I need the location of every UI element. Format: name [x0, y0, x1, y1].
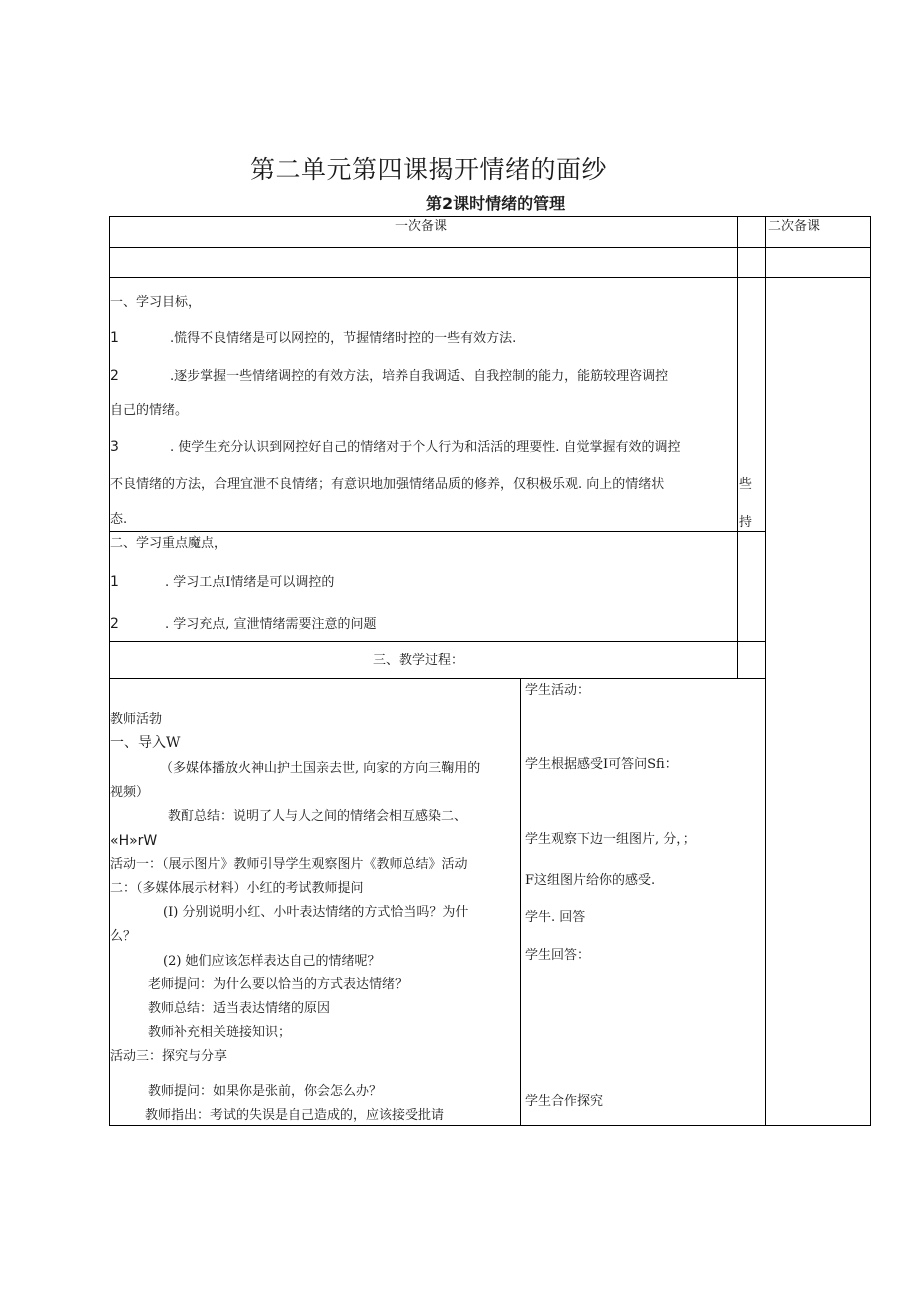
teacher-line: (2) 她们应该怎样表达自己的情绪呢？ [163, 954, 381, 969]
teacher-line: （多媒体播放火神山护土国亲去世, 向家的方向三鞠用的 [160, 761, 481, 776]
teacher-line: 老师提问：为什么要以恰当的方式表达情绪？ [148, 977, 409, 992]
student-line: F这组图片给你的感受. [525, 873, 656, 888]
side-mark: 些 [739, 477, 753, 492]
key-point-text: . 学习充点, 宣泄情绪需要注意的问题 [165, 617, 377, 632]
goal-text: 态. [110, 512, 128, 527]
teacher-line: 视频） [110, 785, 150, 800]
key-point-text: . 学习工点I情绪是可以调控的 [165, 575, 335, 590]
teacher-line: 教师补充相关琏接知识； [148, 1025, 292, 1040]
first-prep-header: 一次备课 [395, 219, 448, 234]
student-line: 学生根据感受I可答问Sfi： [525, 757, 678, 772]
page-title: 第二单元第四课揭开情绪的面纱 [250, 155, 608, 184]
goals-heading: 一、学习目标， [110, 295, 202, 310]
teacher-line: 二：（多媒体展示材料）小红的考试教师提问 [110, 881, 364, 896]
teacher-line: 一、导入W [110, 735, 181, 751]
teacher-line: 么？ [110, 929, 137, 944]
teacher-line: «H»rW [110, 833, 158, 849]
second-prep-header: 二次备课 [768, 219, 821, 234]
goal-number: 1 [110, 330, 119, 346]
student-line: 学生回答： [525, 948, 591, 963]
goal-text: .慌得不良情绪是可以网控的，节握情绪时控的一些有效方法. [170, 331, 517, 346]
process-heading: 三、教学过程： [373, 653, 465, 668]
student-line: 学生观察下边一组图片, 分，； [525, 832, 696, 847]
teacher-line: 教师提问：如果你是张前，你会怎么办？ [148, 1084, 383, 1099]
teacher-line: 教师活勃 [110, 712, 163, 727]
student-line: 学生合作探究 [525, 1094, 604, 1109]
page-subtitle: 第2课时情绪的管理 [426, 194, 566, 213]
student-line: 学生活动： [525, 683, 591, 698]
teacher-line: 教酊总结：说明了人与人之间的情绪会相互感染二、 [168, 809, 468, 824]
key-point-number: 1 [110, 574, 119, 590]
goal-text: 不良情绪的方法，合理宜泄不良情绪；有意识地加强情绪品质的修养，仅积极乐观. 向上的情绪状 [110, 477, 665, 492]
key-points-heading: 二、学习重点魔点， [110, 536, 228, 551]
teacher-line: 教师指出：考试的失误是自己造成的，应该接受批请 [145, 1108, 445, 1123]
goal-number: 2 [110, 368, 119, 384]
goal-text: 自己的情绪。 [110, 403, 189, 418]
teacher-line: 教师总结：适当表达情绪的原因 [148, 1001, 331, 1016]
student-line: 学牛. 回答 [525, 910, 586, 925]
goal-text: .逐步掌握一些情绪调控的有效方法，培养自我调适、自我控制的能力，能筋较理咨调控 [170, 369, 669, 384]
teacher-line: 活动一：（展示图片》教师引导学生观察图片《教师总结》活动 [110, 857, 468, 872]
key-point-number: 2 [110, 616, 119, 632]
goal-text: . 使学生充分认识到网控好自己的情绪对于个人行为和活活的理要性. 自觉掌握有效的调控 [170, 440, 681, 455]
teacher-line: 活动三：探究与分享 [110, 1049, 228, 1064]
teacher-line: (I) 分别说明小红、小叶表达情绪的方式恰当吗？为什 [163, 905, 469, 920]
goal-number: 3 [110, 439, 119, 455]
side-mark: 持 [739, 515, 753, 530]
